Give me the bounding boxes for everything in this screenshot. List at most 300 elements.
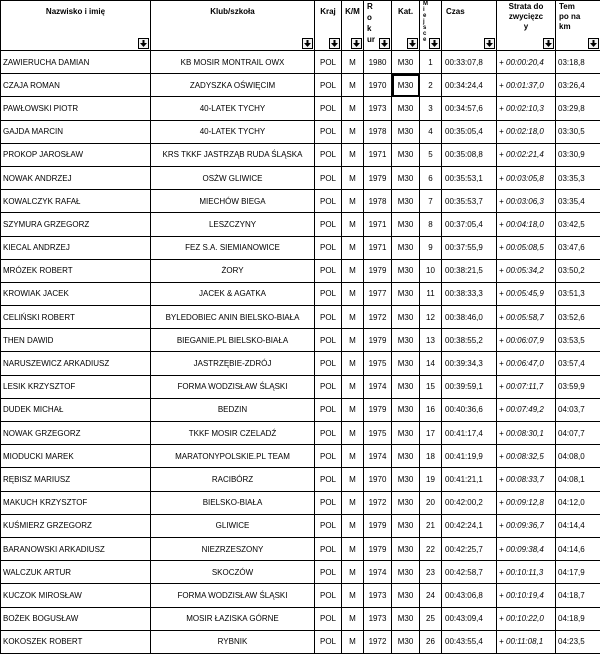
cell-year[interactable] [364, 190, 392, 213]
cell-club[interactable] [151, 97, 315, 120]
cell-loss[interactable] [497, 375, 556, 398]
cell-gender[interactable] [342, 422, 364, 445]
cell-club[interactable] [151, 375, 315, 398]
cell-pace[interactable] [556, 190, 600, 213]
cell-year[interactable] [364, 306, 392, 329]
cell-year[interactable] [364, 607, 392, 630]
cell-gender[interactable] [342, 537, 364, 560]
category-value: M30 [398, 150, 414, 159]
cell-club[interactable] [151, 561, 315, 584]
year-value: 1971 [369, 243, 387, 252]
header-year-line-3: k [367, 23, 391, 34]
cell-gender[interactable] [342, 514, 364, 537]
cell-gender[interactable] [342, 584, 364, 607]
cell-country[interactable] [315, 120, 342, 143]
cell-pace[interactable] [556, 259, 600, 282]
cell-place[interactable] [420, 259, 442, 282]
filter-dropdown-country-icon[interactable] [329, 38, 340, 49]
cell-pace[interactable] [556, 445, 600, 468]
cell-name[interactable] [1, 491, 151, 514]
cell-gender[interactable] [342, 143, 364, 166]
header-name-label: Nazwisko i imię [46, 7, 105, 16]
cell-name[interactable] [1, 584, 151, 607]
cell-name[interactable] [1, 630, 151, 653]
cell-pace[interactable] [556, 514, 600, 537]
cell-loss[interactable] [497, 259, 556, 282]
cell-pace[interactable] [556, 51, 600, 74]
cell-club[interactable] [151, 352, 315, 375]
cell-pace[interactable] [556, 329, 600, 352]
time-value: 00:43:06,8 [445, 591, 483, 600]
cell-name[interactable] [1, 236, 151, 259]
cell-time[interactable] [442, 97, 497, 120]
cell-country[interactable] [315, 74, 342, 97]
club-value: FORMA WODZISŁAW ŚLĄSKI [178, 382, 288, 391]
cell-category[interactable] [392, 236, 420, 259]
cell-year[interactable] [364, 445, 392, 468]
cell-place[interactable] [420, 607, 442, 630]
cell-year[interactable] [364, 329, 392, 352]
cell-club[interactable] [151, 74, 315, 97]
cell-time[interactable] [442, 282, 497, 305]
cell-time[interactable] [442, 74, 497, 97]
header-club-label: Klub/szkoła [210, 7, 254, 16]
cell-club[interactable] [151, 468, 315, 491]
year-value: 1979 [369, 521, 387, 530]
cell-loss[interactable] [497, 491, 556, 514]
cell-loss[interactable] [497, 306, 556, 329]
cell-loss[interactable] [497, 97, 556, 120]
club-value: OSŻW GLIWICE [203, 174, 263, 183]
cell-time[interactable] [442, 306, 497, 329]
cell-club[interactable] [151, 120, 315, 143]
cell-loss[interactable] [497, 468, 556, 491]
cell-place[interactable] [420, 51, 442, 74]
cell-year[interactable] [364, 491, 392, 514]
cell-year[interactable] [364, 352, 392, 375]
pace-value: 03:30,9 [558, 150, 585, 159]
cell-name[interactable] [1, 51, 151, 74]
cell-loss[interactable] [497, 190, 556, 213]
cell-country[interactable] [315, 584, 342, 607]
cell-category[interactable] [392, 561, 420, 584]
cell-gender[interactable] [342, 259, 364, 282]
cell-pace[interactable] [556, 375, 600, 398]
cell-name[interactable] [1, 306, 151, 329]
cell-country[interactable] [315, 537, 342, 560]
cell-time[interactable] [442, 236, 497, 259]
cell-club[interactable] [151, 236, 315, 259]
cell-country[interactable] [315, 514, 342, 537]
loss-sign: + [497, 545, 506, 554]
cell-club[interactable] [151, 398, 315, 421]
cell-gender[interactable] [342, 352, 364, 375]
cell-pace[interactable] [556, 306, 600, 329]
cell-name[interactable] [1, 514, 151, 537]
cell-pace[interactable] [556, 236, 600, 259]
cell-time[interactable] [442, 120, 497, 143]
cell-category[interactable] [392, 584, 420, 607]
cell-country[interactable] [315, 398, 342, 421]
filter-dropdown-pace-icon[interactable] [588, 38, 599, 49]
filter-dropdown-category-icon[interactable] [407, 38, 418, 49]
cell-year[interactable] [364, 561, 392, 584]
cell-year[interactable] [364, 120, 392, 143]
cell-country[interactable] [315, 468, 342, 491]
place-value: 11 [426, 289, 434, 298]
cell-name[interactable] [1, 166, 151, 189]
cell-club[interactable] [151, 445, 315, 468]
cell-name[interactable] [1, 190, 151, 213]
cell-country[interactable] [315, 445, 342, 468]
cell-club[interactable] [151, 422, 315, 445]
pace-value: 03:52,6 [558, 313, 585, 322]
cell-club[interactable] [151, 190, 315, 213]
cell-gender[interactable] [342, 120, 364, 143]
cell-category[interactable] [392, 422, 420, 445]
cell-pace[interactable] [556, 352, 600, 375]
cell-country[interactable] [315, 329, 342, 352]
cell-country[interactable] [315, 166, 342, 189]
cell-country[interactable] [315, 630, 342, 653]
cell-category[interactable] [392, 97, 420, 120]
cell-pace[interactable] [556, 561, 600, 584]
cell-pace[interactable] [556, 120, 600, 143]
cell-time[interactable] [442, 213, 497, 236]
cell-name[interactable] [1, 259, 151, 282]
cell-country[interactable] [315, 51, 342, 74]
cell-name[interactable] [1, 97, 151, 120]
loss-sign: + [497, 313, 506, 322]
cell-name[interactable] [1, 120, 151, 143]
cell-place[interactable] [420, 306, 442, 329]
cell-year[interactable] [364, 213, 392, 236]
cell-time[interactable] [442, 51, 497, 74]
cell-country[interactable] [315, 491, 342, 514]
cell-year[interactable] [364, 630, 392, 653]
cell-year[interactable] [364, 422, 392, 445]
cell-loss[interactable] [497, 422, 556, 445]
cell-gender[interactable] [342, 51, 364, 74]
cell-place[interactable] [420, 445, 442, 468]
cell-category[interactable] [392, 143, 420, 166]
cell-country[interactable] [315, 213, 342, 236]
cell-loss[interactable] [497, 236, 556, 259]
cell-club[interactable] [151, 329, 315, 352]
cell-club[interactable] [151, 584, 315, 607]
cell-category[interactable] [392, 306, 420, 329]
cell-pace[interactable] [556, 468, 600, 491]
cell-category[interactable] [392, 375, 420, 398]
cell-place[interactable] [420, 236, 442, 259]
year-value: 1974 [369, 568, 387, 577]
cell-place[interactable] [420, 514, 442, 537]
filter-dropdown-gender-icon[interactable] [351, 38, 362, 49]
cell-club[interactable] [151, 51, 315, 74]
cell-name[interactable] [1, 561, 151, 584]
cell-name[interactable] [1, 143, 151, 166]
cell-time[interactable] [442, 607, 497, 630]
cell-loss[interactable] [497, 143, 556, 166]
cell-gender[interactable] [342, 607, 364, 630]
cell-year[interactable] [364, 51, 392, 74]
cell-pace[interactable] [556, 491, 600, 514]
cell-name[interactable] [1, 468, 151, 491]
cell-pace[interactable] [556, 166, 600, 189]
cell-category[interactable] [392, 74, 420, 97]
cell-club[interactable] [151, 514, 315, 537]
loss-value: 00:05:45,9 [506, 289, 544, 298]
cell-year[interactable] [364, 398, 392, 421]
filter-dropdown-place-icon[interactable] [429, 38, 440, 49]
cell-loss[interactable] [497, 537, 556, 560]
cell-place[interactable] [420, 352, 442, 375]
pace-value: 04:12,0 [558, 498, 585, 507]
cell-category[interactable] [392, 120, 420, 143]
cell-pace[interactable] [556, 97, 600, 120]
cell-name[interactable] [1, 375, 151, 398]
cell-loss[interactable] [497, 282, 556, 305]
cell-gender[interactable] [342, 329, 364, 352]
cell-pace[interactable] [556, 282, 600, 305]
cell-year[interactable] [364, 97, 392, 120]
cell-time[interactable] [442, 329, 497, 352]
cell-club[interactable] [151, 213, 315, 236]
time-value: 00:35:53,1 [445, 174, 483, 183]
cell-club[interactable] [151, 491, 315, 514]
table-row [1, 561, 600, 584]
cell-category[interactable] [392, 445, 420, 468]
cell-gender[interactable] [342, 630, 364, 653]
cell-time[interactable] [442, 422, 497, 445]
cell-year[interactable] [364, 584, 392, 607]
cell-country[interactable] [315, 143, 342, 166]
cell-country[interactable] [315, 607, 342, 630]
cell-name[interactable] [1, 445, 151, 468]
cell-country[interactable] [315, 422, 342, 445]
cell-name[interactable] [1, 422, 151, 445]
cell-category[interactable] [392, 607, 420, 630]
cell-category[interactable] [392, 398, 420, 421]
cell-time[interactable] [442, 584, 497, 607]
cell-place[interactable] [420, 630, 442, 653]
cell-loss[interactable] [497, 352, 556, 375]
cell-place[interactable] [420, 468, 442, 491]
cell-pace[interactable] [556, 143, 600, 166]
cell-gender[interactable] [342, 491, 364, 514]
club-value: 40-LATEK TYCHY [200, 104, 266, 113]
cell-loss[interactable] [497, 607, 556, 630]
cell-place[interactable] [420, 282, 442, 305]
cell-club[interactable] [151, 166, 315, 189]
table-row [1, 190, 600, 213]
cell-pace[interactable] [556, 584, 600, 607]
cell-gender[interactable] [342, 236, 364, 259]
cell-name[interactable] [1, 398, 151, 421]
cell-loss[interactable] [497, 584, 556, 607]
cell-club[interactable] [151, 607, 315, 630]
cell-loss[interactable] [497, 74, 556, 97]
cell-year[interactable] [364, 282, 392, 305]
cell-gender[interactable] [342, 166, 364, 189]
cell-pace[interactable] [556, 422, 600, 445]
loss-value: 00:11:08,1 [506, 637, 543, 646]
cell-loss[interactable] [497, 514, 556, 537]
cell-time[interactable] [442, 259, 497, 282]
cell-name[interactable] [1, 537, 151, 560]
cell-pace[interactable] [556, 74, 600, 97]
cell-pace[interactable] [556, 607, 600, 630]
cell-place[interactable] [420, 97, 442, 120]
cell-time[interactable] [442, 491, 497, 514]
cell-category[interactable] [392, 630, 420, 653]
cell-name[interactable] [1, 74, 151, 97]
cell-loss[interactable] [497, 166, 556, 189]
cell-place[interactable] [420, 398, 442, 421]
cell-year[interactable] [364, 236, 392, 259]
cell-time[interactable] [442, 514, 497, 537]
cell-loss[interactable] [497, 329, 556, 352]
cell-year[interactable] [364, 259, 392, 282]
cell-club[interactable] [151, 282, 315, 305]
cell-loss[interactable] [497, 445, 556, 468]
cell-country[interactable] [315, 259, 342, 282]
cell-time[interactable] [442, 398, 497, 421]
cell-loss[interactable] [497, 213, 556, 236]
cell-loss[interactable] [497, 51, 556, 74]
cell-year[interactable] [364, 166, 392, 189]
cell-club[interactable] [151, 306, 315, 329]
cell-category[interactable] [392, 213, 420, 236]
cell-country[interactable] [315, 236, 342, 259]
cell-year[interactable] [364, 74, 392, 97]
cell-place[interactable] [420, 491, 442, 514]
cell-time[interactable] [442, 468, 497, 491]
cell-year[interactable] [364, 537, 392, 560]
cell-place[interactable] [420, 166, 442, 189]
cell-place[interactable] [420, 329, 442, 352]
cell-gender[interactable] [342, 190, 364, 213]
cell-year[interactable] [364, 143, 392, 166]
cell-category[interactable] [392, 166, 420, 189]
cell-category[interactable] [392, 352, 420, 375]
filter-dropdown-loss-icon[interactable] [543, 38, 554, 49]
cell-place[interactable] [420, 584, 442, 607]
cell-name[interactable] [1, 352, 151, 375]
cell-gender[interactable] [342, 561, 364, 584]
cell-gender[interactable] [342, 306, 364, 329]
cell-gender[interactable] [342, 282, 364, 305]
country-value: POL [320, 220, 336, 229]
cell-country[interactable] [315, 352, 342, 375]
filter-dropdown-club-icon[interactable] [302, 38, 313, 49]
cell-time[interactable] [442, 375, 497, 398]
cell-pace[interactable] [556, 398, 600, 421]
cell-category[interactable] [392, 537, 420, 560]
cell-gender[interactable] [342, 398, 364, 421]
cell-year[interactable] [364, 514, 392, 537]
cell-time[interactable] [442, 630, 497, 653]
cell-country[interactable] [315, 190, 342, 213]
cell-time[interactable] [442, 352, 497, 375]
cell-loss[interactable] [497, 630, 556, 653]
cell-year[interactable] [364, 468, 392, 491]
loss-value: 00:10:19,4 [506, 591, 544, 600]
cell-name[interactable] [1, 282, 151, 305]
cell-gender[interactable] [342, 375, 364, 398]
cell-category[interactable] [392, 190, 420, 213]
cell-name[interactable] [1, 607, 151, 630]
cell-gender[interactable] [342, 97, 364, 120]
cell-loss[interactable] [497, 120, 556, 143]
cell-country[interactable] [315, 282, 342, 305]
cell-time[interactable] [442, 190, 497, 213]
loss-sign: + [497, 243, 506, 252]
cell-club[interactable] [151, 630, 315, 653]
cell-loss[interactable] [497, 398, 556, 421]
country-value: POL [320, 475, 336, 484]
cell-place[interactable] [420, 561, 442, 584]
cell-place[interactable] [420, 74, 442, 97]
cell-category[interactable] [392, 259, 420, 282]
cell-gender[interactable] [342, 468, 364, 491]
table-row [1, 120, 600, 143]
year-value: 1980 [369, 58, 387, 67]
category-value: M30 [398, 127, 414, 136]
cell-time[interactable] [442, 143, 497, 166]
cell-category[interactable] [392, 329, 420, 352]
cell-club[interactable] [151, 143, 315, 166]
cell-category[interactable] [392, 491, 420, 514]
cell-time[interactable] [442, 445, 497, 468]
cell-loss[interactable] [497, 561, 556, 584]
loss-value: 00:07:11,7 [506, 382, 543, 391]
cell-gender[interactable] [342, 74, 364, 97]
cell-place[interactable] [420, 120, 442, 143]
cell-year[interactable] [364, 375, 392, 398]
filter-dropdown-time-icon[interactable] [484, 38, 495, 49]
cell-country[interactable] [315, 561, 342, 584]
cell-time[interactable] [442, 166, 497, 189]
cell-place[interactable] [420, 190, 442, 213]
filter-dropdown-year-icon[interactable] [379, 38, 390, 49]
cell-category[interactable] [392, 468, 420, 491]
cell-name[interactable] [1, 213, 151, 236]
cell-gender[interactable] [342, 445, 364, 468]
cell-gender[interactable] [342, 213, 364, 236]
cell-category[interactable] [392, 514, 420, 537]
cell-country[interactable] [315, 97, 342, 120]
cell-category[interactable] [392, 282, 420, 305]
cell-name[interactable] [1, 329, 151, 352]
filter-dropdown-name-icon[interactable] [138, 38, 149, 49]
cell-pace[interactable] [556, 630, 600, 653]
cell-time[interactable] [442, 561, 497, 584]
cell-place[interactable] [420, 422, 442, 445]
cell-club[interactable] [151, 537, 315, 560]
cell-club[interactable] [151, 259, 315, 282]
cell-category[interactable] [392, 51, 420, 74]
cell-place[interactable] [420, 375, 442, 398]
cell-country[interactable] [315, 375, 342, 398]
cell-pace[interactable] [556, 213, 600, 236]
cell-place[interactable] [420, 213, 442, 236]
cell-pace[interactable] [556, 537, 600, 560]
cell-time[interactable] [442, 537, 497, 560]
cell-place[interactable] [420, 537, 442, 560]
cell-place[interactable] [420, 143, 442, 166]
cell-country[interactable] [315, 306, 342, 329]
